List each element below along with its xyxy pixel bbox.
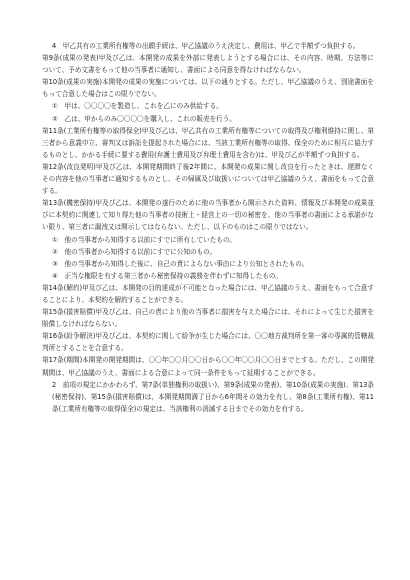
article-11-ip-protection: 第11条(工業所有権等の取得保全)甲及び乙は、甲乙共有の工業所有権等についての取得及び権利維持に関し、第三者から意義申立、審判又は訴訟を提起された場合には、当該工業所有権等の取得、保全のために相互に協力するものとし、かかる手続に要する費用(弁護士費用及び弁理士費用を含む)は、甲及び乙が半額ずつ負担する。	[42, 126, 374, 159]
article-10-item-1: ① 甲は、〇〇〇〇を製造し、これを乙にのみ供給する。	[52, 102, 223, 111]
article-17-clause-2: 2 前項の規定にかかわらず、第7条(単独権利の取扱い)、第9条(成果の発表)、第10条(成果の実施)、第13条(秘密保持)、第15条(損害賠償)は、本開発期間満了日から6年間その効力を有し、第8条(工業所有権)、第11条(工業所有権等の取得保全)の規定は、当該権利の消滅する日までその効力を有する。	[52, 380, 374, 413]
article-12-improvement: 第12条(改良発明)甲及び乙は、本開発期間終了後2年間に、本開発の成果に関し改良を行ったときは、遅滞なくその内容を他の当事者に通知するものとし、その帰属及び取扱いについては甲乙協議のうえ、書面をもって合意する。	[42, 162, 374, 196]
article-13-item-3: ③ 他の当事者から知得した後に、自己の責によらない事由により公知とされたもの。	[52, 259, 309, 268]
article-10-implementation: 第10条(成果の実施)本開発の成果の実施については、以下の通りとする。ただし、甲乙協議のうえ、別途書面をもって合意した場合はこの限りでない。	[42, 78, 374, 99]
article-15-damages: 第15条(損害賠償)甲及び乙は、自己の責により他の当事者に損害を与えた場合には、それによって生じた損害を賠償しなければならない。	[42, 308, 374, 329]
article-9-publication: 第9条(成果の発表)甲及び乙は、本開発の成果を外部に発表しようとする場合には、その内容、時期、方法等について、予め文書をもって他の当事者に通知し、書面による同意を得なければならない。	[42, 54, 374, 75]
article-16-dispute: 第16条(紛争解決)甲及び乙は、本契約に関して紛争が生じた場合には、〇〇地方裁判所を第一審の専属的管轄裁判所とすることを合意する。	[42, 332, 374, 353]
article-13-item-4: ④ 正当な権限を有する第三者から秘密保持の義務を伴わずに知得したもの。	[52, 271, 282, 280]
article-17-term: 第17条(期間)本開発の開発期間は、〇〇年〇〇月〇〇日から〇〇年〇〇月〇〇日までとする。ただし、この開発期間は、甲乙協議のうえ、書面による合意によって同一条件をもって延期することができる。	[42, 356, 374, 377]
article-13-item-1: ① 他の当事者から知得する以前にすでに所有していたもの。	[52, 235, 236, 244]
article-10-item-2: ② 乙は、甲からのみ〇〇〇〇を購入し、これの販売を行う。	[52, 114, 236, 123]
article-13-item-2: ② 他の当事者から知得する以前にすでに公知のもの。	[52, 247, 217, 256]
clause-8-4: 4 甲乙共有の工業所有権等の出願手続は、甲乙協議のうえ決定し、費用は、甲乙で半額ずつ負担する。	[52, 42, 360, 50]
article-14-termination: 第14条(解約)甲及び乙は、本開発の目的達成が不可能となった場合には、甲乙協議のうえ、書面をもって合意することにより、本契約を解約することができる。	[42, 283, 374, 304]
article-13-confidentiality: 第13条(機密保持)甲及び乙は、本開発の遂行のために他の当事者から開示された資料、情報及び本開発の成果並びに本契約に関連して知り得た他の当事者の技術上・経営上の一切の秘密を、他の当事者の書面による承諾がない限り、第三者に漏洩又は開示してはならない。ただし、以下のものはこの限りではない。	[42, 199, 374, 232]
